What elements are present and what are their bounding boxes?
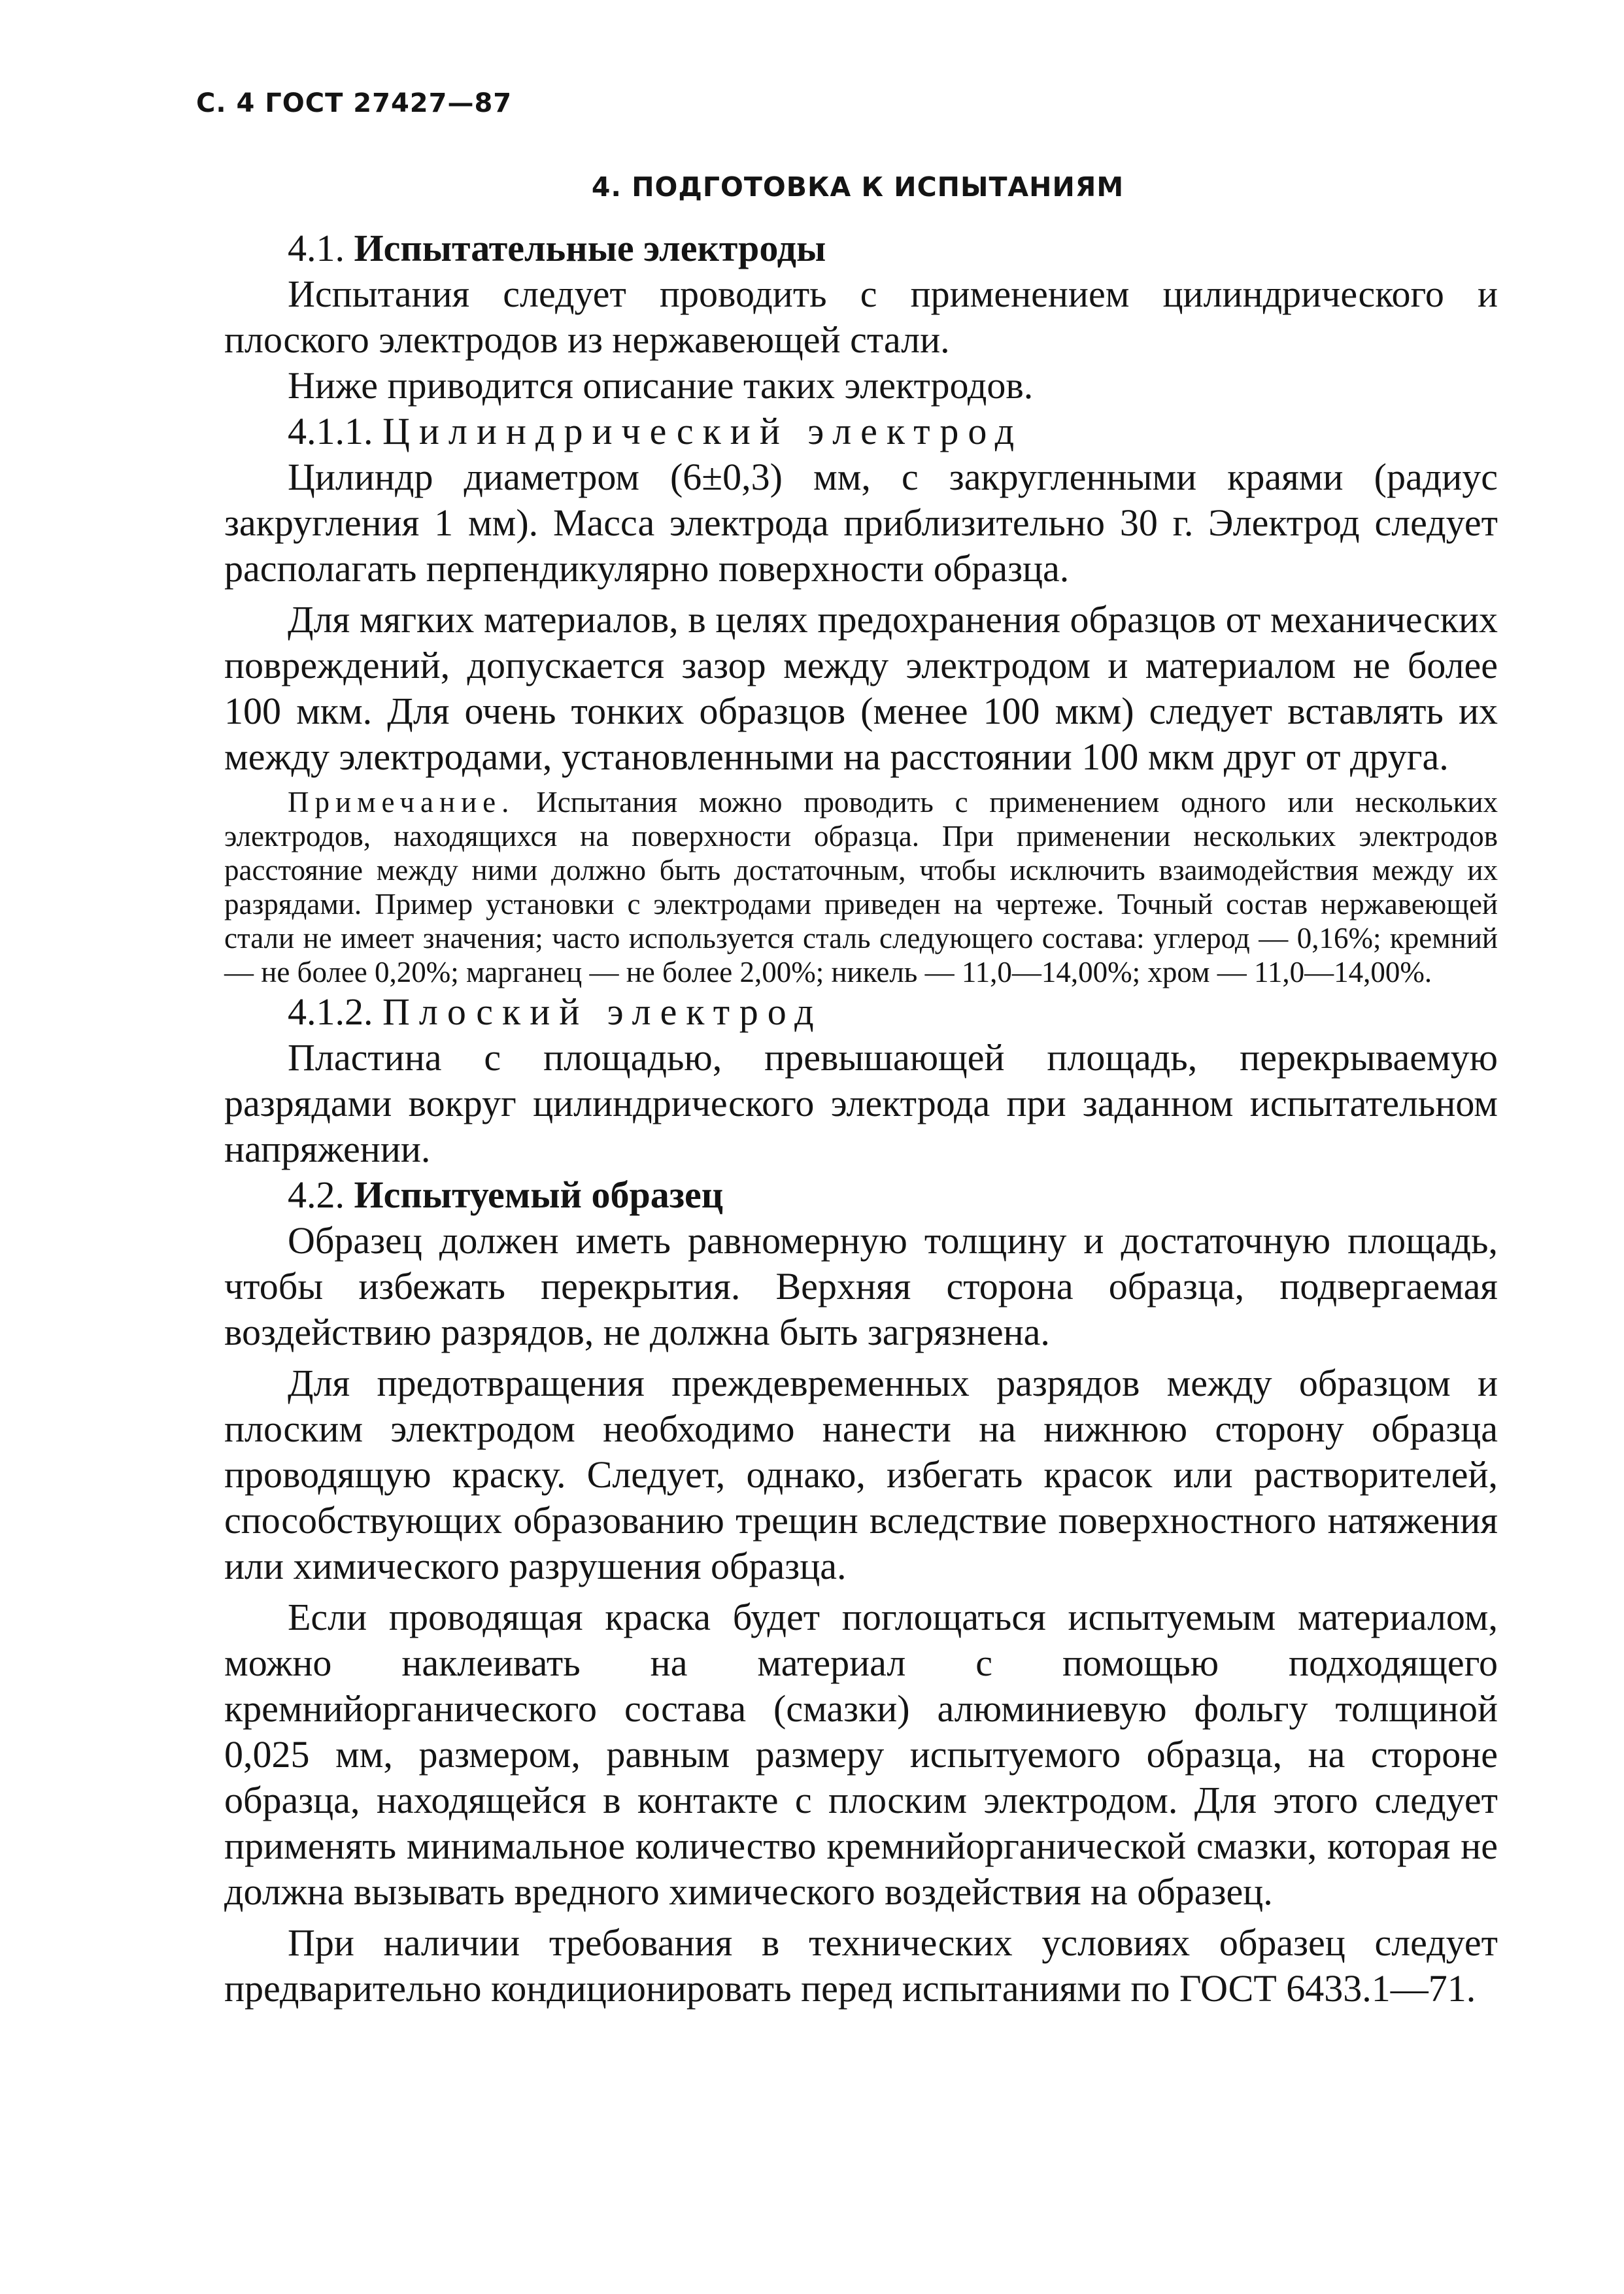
paragraph: Если проводящая краска будет поглощаться испытуемым материалом, можно наклеивать на материал с помощью подходящего кремнийорганического состава (смазки) алюминиевую фольгу толщиной 0,025 мм, размером, равным размеру испытуемого образца, на стороне образца, находящейся в контакте с плоским электродом. Для этого следует применять минимальное количество кремнийорганической смазки, которая не должна вызывать вредного химического воздействия на образец. — [224, 1596, 1498, 1913]
document-body — [224, 226, 1498, 2012]
section-title: 4. ПОДГОТОВКА К ИСПЫТАНИЯМ — [591, 171, 1125, 203]
subsection-title: Цилиндрический электрод — [382, 410, 1024, 452]
subsection-number: 4.1.2. — [288, 990, 373, 1033]
note — [224, 785, 1498, 989]
paragraph: Для предотвращения преждевременных разрядов между образцом и плоским электродом необходимо нанести на нижнюю сторону образца проводящую краску. Следует, однако, избегать красок или растворителей, способствующих образованию трещин вследствие поверхностного натяжения или химического разрушения образца. — [224, 1362, 1498, 1587]
subsection-title: Испытуемый образец — [354, 1173, 724, 1216]
paragraph: При наличии требования в технических условиях образец следует предварительно кондиционировать перед испытаниями по ГОСТ 6433.1—71. — [224, 1921, 1498, 2010]
subsection-number: 4.1. — [288, 227, 345, 269]
paragraph: Цилиндр диаметром (6±0,3) мм, с закругленными краями (радиус закругления 1 мм). Масса электрода приблизительно 30 г. Электрод следует располагать перпендикулярно поверхности образца. — [224, 456, 1498, 590]
subsection-number: 4.1.1. — [288, 410, 373, 452]
subsection-4-1-2-heading — [224, 989, 1498, 1035]
subsection-number: 4.2. — [288, 1173, 345, 1216]
subsection-4-2-heading — [224, 1172, 1498, 1218]
paragraph: Испытания следует проводить с применением цилиндрического и плоского электродов из нержавеющей стали. — [224, 273, 1498, 361]
paragraph: Ниже приводится описание таких электродов. — [288, 364, 1034, 407]
subsection-title: Плоский электрод — [382, 990, 823, 1033]
note-label: Примечание. — [288, 786, 515, 818]
subsection-4-1-heading — [224, 226, 1498, 271]
page-header: С. 4 ГОСТ 27427—87 — [196, 88, 513, 118]
paragraph: Для мягких материалов, в целях предохранения образцов от механических повреждений, допускается зазор между электродом и материалом не более 100 мкм. Для очень тонких образцов (менее 100 мкм) следует вставлять их между электродами, установленными на расстоянии 100 мкм друг от друга. — [224, 598, 1498, 778]
subsection-4-1-1-heading — [224, 409, 1498, 454]
paragraph: Пластина с площадью, превышающей площадь, перекрываемую разрядами вокруг цилиндрического электрода при заданном испытательном напряжении. — [224, 1036, 1498, 1170]
paragraph: Образец должен иметь равномерную толщину и достаточную площадь, чтобы избежать перекрытия. Верхняя сторона образца, подвергаемая воздействию разрядов, не должна быть загрязнена. — [224, 1219, 1498, 1353]
subsection-title: Испытательные электроды — [354, 227, 826, 269]
note-text: Испытания можно проводить с применением одного или нескольких электродов, находящихся на поверхности образца. При применении нескольких электродов расстояние между ними должно быть достаточным, чтобы исключить взаимодействия между их разрядами. Пример установки с электродами приведен на чертеже. Точный состав нержавеющей стали не имеет значения; часто используется сталь следующего состава: углерод — 0,16%; кремний — не более 0,20%; марганец — не более 2,00%; никель — 11,0—14,00%; хром — 11,0—14,00%. — [224, 786, 1498, 988]
